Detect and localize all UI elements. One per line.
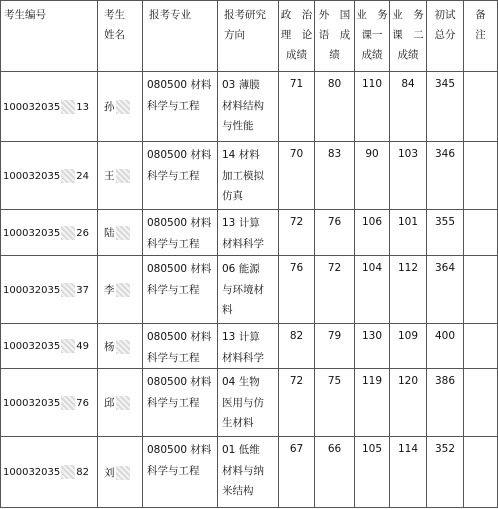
politics-score: 67: [279, 437, 315, 508]
redaction-mark: [61, 169, 75, 183]
course1-score: 130: [355, 324, 390, 369]
major-cell-line: 科学与工程: [147, 464, 200, 477]
redaction-mark: [116, 283, 130, 297]
name-first: 邱: [104, 397, 115, 409]
header-language-l1: 外 国: [318, 9, 351, 21]
direction-cell: [218, 142, 279, 210]
header-course1-l3: 成绩: [361, 49, 383, 61]
major-cell: [143, 256, 218, 324]
politics-score: 71: [279, 72, 315, 142]
language-score: 76: [315, 210, 355, 256]
direction-cell-line: 与环境材: [222, 283, 264, 296]
direction-cell-line: 材料结构: [222, 99, 264, 112]
table-row: [1, 72, 498, 142]
candidate-name: [98, 256, 143, 324]
major-cell-line: 科学与工程: [147, 99, 200, 112]
id-prefix: 100032035: [3, 170, 61, 182]
id-suffix: 24: [76, 170, 89, 182]
id-suffix: 82: [76, 467, 89, 478]
header-name-l2: 姓名: [104, 29, 125, 41]
direction-cell-line: 仿真: [222, 190, 243, 202]
header-direction: [218, 1, 279, 72]
remark-cell: [464, 72, 498, 142]
redaction-mark: [61, 465, 75, 479]
candidate-name: [98, 369, 143, 437]
name-first: 杨: [104, 340, 115, 353]
header-id: 考生编号: [1, 1, 98, 72]
redaction-mark: [116, 226, 130, 240]
header-politics: [279, 1, 315, 72]
remark-cell: [464, 142, 498, 210]
header-name-l1: 考生: [104, 9, 125, 21]
redaction-mark: [116, 396, 130, 410]
header-politics-l2: 理 论: [280, 29, 313, 41]
language-score: 72: [315, 256, 355, 324]
language-score: 66: [315, 437, 355, 508]
redaction-mark: [116, 466, 130, 480]
direction-cell: [218, 210, 279, 256]
header-politics-l1: 政 治: [280, 9, 313, 21]
redaction-mark: [116, 169, 130, 183]
header-politics-l3: 成绩: [286, 49, 307, 61]
direction-cell-line: 14 材料: [222, 149, 260, 161]
header-remark-l1: 备: [475, 9, 486, 21]
id-prefix: 100032035: [3, 227, 61, 239]
header-total-l2: 总分: [434, 29, 456, 41]
header-course2-l2: 课 二: [392, 29, 424, 41]
header-direction-l2: 方向: [224, 29, 245, 41]
direction-cell-line: 01 低维: [222, 444, 260, 456]
total-score: 386: [427, 369, 464, 437]
major-cell: [143, 437, 218, 508]
name-first: 王: [104, 170, 115, 182]
language-score: 80: [315, 72, 355, 142]
table-row: [1, 324, 498, 369]
course2-score: 112: [390, 256, 427, 324]
course2-score: 101: [390, 210, 427, 256]
redaction-mark: [116, 340, 130, 354]
course1-score: 119: [355, 369, 390, 437]
header-language-l3: 绩: [329, 49, 340, 61]
id-prefix: 100032035: [3, 467, 61, 478]
header-course2: [390, 1, 427, 72]
candidate-id: [1, 324, 98, 369]
major-cell: [143, 369, 218, 437]
header-course1-l1: 业 务: [356, 9, 388, 21]
politics-score: 76: [279, 256, 315, 324]
header-remark: [464, 1, 498, 72]
major-cell-line: 080500 材料: [147, 217, 212, 229]
candidate-id: [1, 437, 98, 508]
header-remark-l2: 注: [475, 29, 486, 41]
redaction-mark: [61, 396, 75, 410]
id-suffix: 13: [76, 101, 89, 113]
language-score: 75: [315, 369, 355, 437]
total-score: 345: [427, 72, 464, 142]
candidate-name: [98, 142, 143, 210]
direction-cell: [218, 437, 279, 508]
header-course1-l2: 课一: [361, 29, 383, 41]
redaction-mark: [61, 339, 75, 353]
course1-score: 110: [355, 72, 390, 142]
redaction-mark: [61, 100, 75, 114]
direction-cell: [218, 256, 279, 324]
candidate-name: [98, 72, 143, 142]
table-row: [1, 142, 498, 210]
direction-cell-line: 材料科学: [222, 237, 264, 250]
major-cell-line: 科学与工程: [147, 237, 200, 250]
remark-cell: [464, 210, 498, 256]
id-suffix: 49: [76, 341, 89, 352]
total-score: 352: [427, 437, 464, 508]
major-cell: [143, 142, 218, 210]
politics-score: 70: [279, 142, 315, 210]
header-total-l1: 初试: [434, 9, 456, 21]
remark-cell: [464, 324, 498, 369]
course2-score: 109: [390, 324, 427, 369]
major-cell-line: 080500 材料: [147, 79, 212, 91]
header-total: [427, 1, 464, 72]
direction-cell-line: 材料与纳: [222, 464, 264, 477]
name-first: 孙: [104, 101, 115, 113]
name-first: 刘: [104, 466, 115, 479]
header-course1: [355, 1, 390, 72]
remark-cell: [464, 369, 498, 437]
table-row: [1, 256, 498, 324]
candidate-name: [98, 324, 143, 369]
language-score: 83: [315, 142, 355, 210]
major-cell-line: 科学与工程: [147, 351, 200, 364]
candidate-name: [98, 437, 143, 508]
major-cell: [143, 72, 218, 142]
direction-cell-line: 03 薄膜: [222, 79, 260, 91]
candidate-id: [1, 256, 98, 324]
header-course2-l1: 业 务: [392, 9, 424, 21]
header-major: 报考专业: [143, 1, 218, 72]
header-direction-l1: 报考研究: [224, 9, 266, 21]
direction-cell-line: 生材料: [222, 417, 254, 429]
candidate-name: [98, 210, 143, 256]
redaction-mark: [61, 283, 75, 297]
politics-score: 82: [279, 324, 315, 369]
course2-score: 84: [390, 72, 427, 142]
candidate-id: [1, 72, 98, 142]
direction-cell-line: 13 计算: [222, 217, 260, 229]
politics-score: 72: [279, 369, 315, 437]
course1-score: 104: [355, 256, 390, 324]
direction-cell-line: 加工模拟: [222, 169, 264, 182]
redaction-mark: [61, 226, 75, 240]
id-suffix: 76: [76, 397, 89, 409]
major-cell-line: 科学与工程: [147, 169, 200, 182]
header-name: [98, 1, 143, 72]
header-language-l2: 语 成: [318, 29, 351, 41]
table-row: [1, 210, 498, 256]
total-score: 364: [427, 256, 464, 324]
id-suffix: 37: [76, 284, 89, 296]
header-row: [1, 1, 498, 72]
direction-cell-line: 04 生物: [222, 376, 260, 388]
candidate-id: [1, 369, 98, 437]
politics-score: 72: [279, 210, 315, 256]
language-score: 79: [315, 324, 355, 369]
course2-score: 120: [390, 369, 427, 437]
direction-cell-line: 料: [222, 304, 233, 316]
id-prefix: 100032035: [3, 397, 61, 409]
id-prefix: 100032035: [3, 101, 61, 113]
total-score: 400: [427, 324, 464, 369]
redaction-mark: [116, 100, 130, 114]
direction-cell: [218, 72, 279, 142]
header-language: [315, 1, 355, 72]
course1-score: 105: [355, 437, 390, 508]
total-score: 355: [427, 210, 464, 256]
course2-score: 103: [390, 142, 427, 210]
direction-cell: [218, 324, 279, 369]
direction-cell-line: 06 能源: [222, 263, 260, 275]
major-cell-line: 080500 材料: [147, 149, 212, 161]
direction-cell-line: 米结构: [222, 485, 254, 497]
major-cell-line: 080500 材料: [147, 376, 212, 388]
major-cell-line: 080500 材料: [147, 444, 212, 456]
major-cell-line: 科学与工程: [147, 396, 200, 409]
table-row: [1, 369, 498, 437]
id-prefix: 100032035: [3, 341, 61, 352]
id-suffix: 26: [76, 227, 89, 239]
major-cell: [143, 210, 218, 256]
major-cell: [143, 324, 218, 369]
id-prefix: 100032035: [3, 284, 61, 296]
candidate-id: [1, 210, 98, 256]
remark-cell: [464, 256, 498, 324]
major-cell-line: 科学与工程: [147, 283, 200, 296]
direction-cell-line: 13 计算: [222, 331, 260, 343]
name-first: 陆: [104, 227, 115, 239]
direction-cell-line: 医用与仿: [222, 396, 264, 409]
course1-score: 106: [355, 210, 390, 256]
remark-cell: [464, 437, 498, 508]
course2-score: 114: [390, 437, 427, 508]
direction-cell-line: 材料科学: [222, 351, 264, 364]
major-cell-line: 080500 材料: [147, 263, 212, 275]
total-score: 346: [427, 142, 464, 210]
table-row: [1, 437, 498, 508]
candidate-id: [1, 142, 98, 210]
direction-cell-line: 与性能: [222, 120, 254, 132]
name-first: 李: [104, 284, 115, 296]
major-cell-line: 080500 材料: [147, 331, 212, 343]
course1-score: 90: [355, 142, 390, 210]
direction-cell: [218, 369, 279, 437]
header-course2-l3: 成绩: [397, 49, 419, 61]
